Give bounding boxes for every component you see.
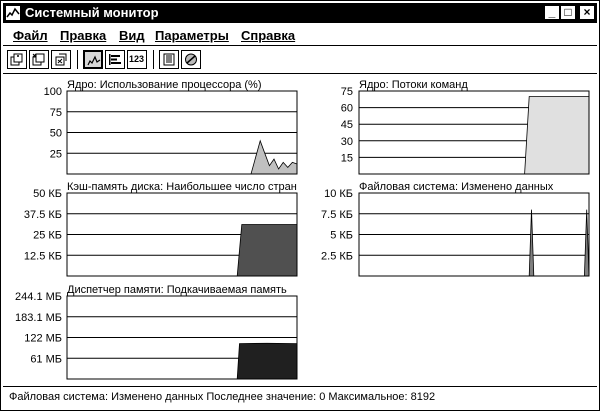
chart-2 xyxy=(341,79,589,174)
y-tick-label: 75 xyxy=(49,106,62,119)
chart-title: Ядро: Использование процессора (%) xyxy=(67,79,262,91)
y-tick-label: 15 xyxy=(340,152,353,165)
menu-options-label: Параметры xyxy=(155,28,229,43)
chart-3 xyxy=(24,181,297,276)
y-tick-label: 61 МБ xyxy=(30,353,62,366)
y-tick-label: 37.5 КБ xyxy=(23,208,62,221)
y-tick-label: 60 xyxy=(340,102,353,115)
menu-edit-label: Правка xyxy=(60,28,107,43)
y-tick-label: 5 КБ xyxy=(330,229,353,242)
status-bar xyxy=(3,386,597,407)
y-tick-label: 122 МБ xyxy=(24,332,62,345)
y-tick-label: 10 КБ xyxy=(324,188,353,200)
y-tick-label: 12.5 КБ xyxy=(23,250,62,263)
numeric-view-label: 123 xyxy=(129,54,145,64)
y-tick-label: 50 КБ xyxy=(33,188,62,200)
y-tick-label: 50 xyxy=(49,127,62,140)
chart-title: Файловая система: Изменено данных xyxy=(359,181,554,193)
y-tick-label: 2.5 КБ xyxy=(321,250,353,263)
maximize-button[interactable]: □ xyxy=(560,5,576,20)
chart-5 xyxy=(15,284,297,379)
y-tick-label: 25 xyxy=(49,148,62,161)
chart-title: Диспетчер памяти: Подкачиваемая память xyxy=(67,284,287,296)
y-tick-label: 25 КБ xyxy=(33,229,62,242)
chart-4 xyxy=(321,181,589,276)
chart-title: Кэш-память диска: Наибольшее число стран xyxy=(67,181,297,193)
y-tick-label: 45 xyxy=(340,119,353,132)
chart-title: Ядро: Потоки команд xyxy=(359,79,468,91)
y-tick-label: 100 xyxy=(43,86,62,98)
close-button[interactable]: × xyxy=(579,5,595,20)
status-text: Файловая система: Изменено данных Последнее значение: 0 Максимальное: 8192 xyxy=(9,391,436,403)
menu-file-label: Файл xyxy=(13,28,48,43)
y-tick-label: 30 xyxy=(340,135,353,148)
y-tick-label: 75 xyxy=(340,86,353,98)
performance-charts xyxy=(1,1,600,412)
y-tick-label: 183.1 МБ xyxy=(15,311,62,324)
menu-help-label: Справка xyxy=(241,28,296,43)
window-title: Системный монитор xyxy=(25,5,159,20)
chart-1 xyxy=(44,79,297,174)
y-tick-label: 7.5 КБ xyxy=(321,208,353,221)
y-tick-label: 244.1 МБ xyxy=(15,291,62,303)
menu-view-label: Вид xyxy=(119,28,145,43)
minimize-button[interactable]: _ xyxy=(544,5,560,20)
